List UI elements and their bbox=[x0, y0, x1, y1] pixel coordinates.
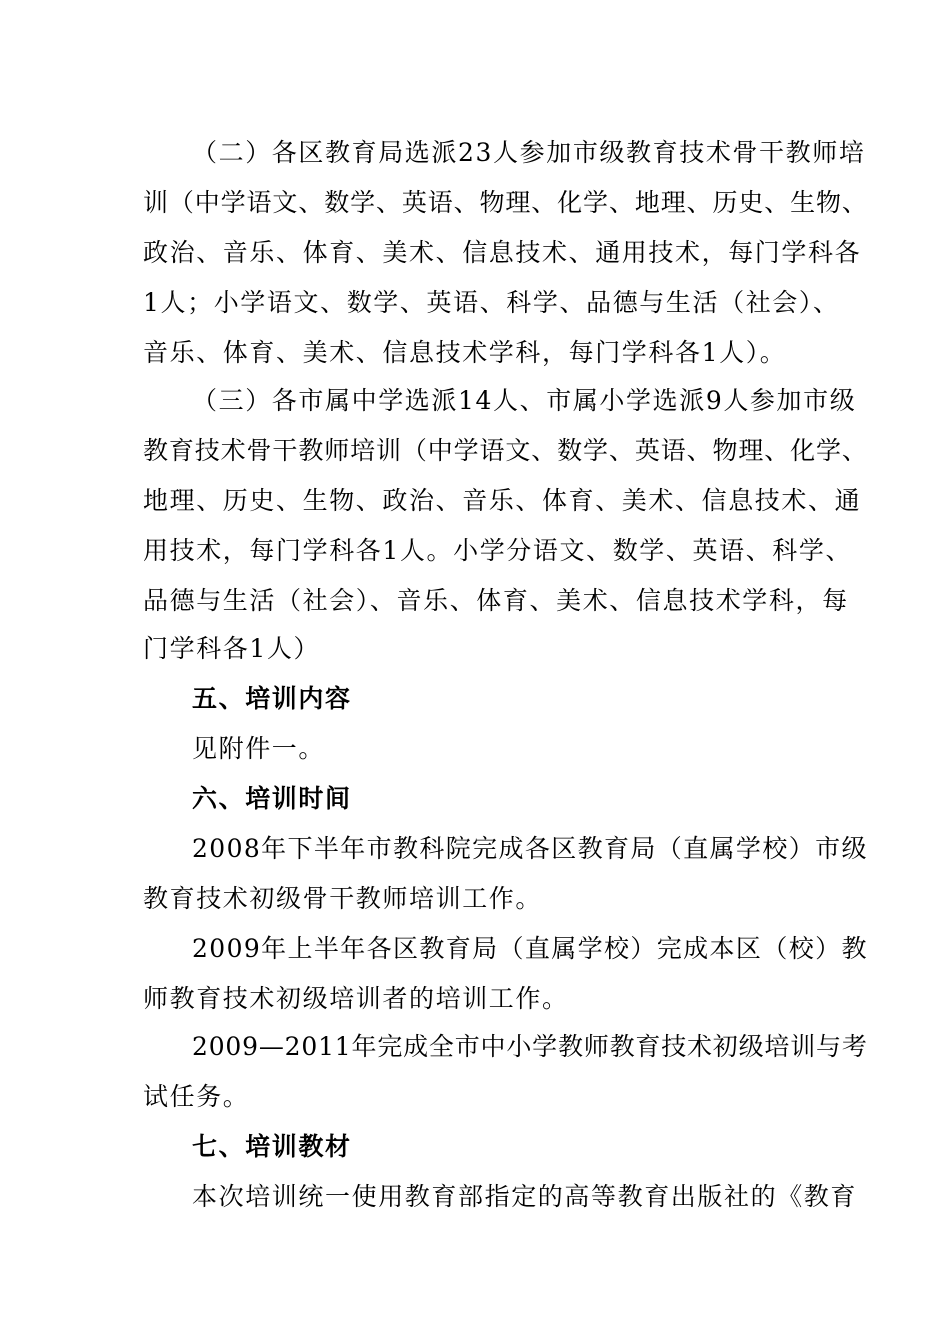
paragraph-line: 用技术，每门学科各1人。小学分语文、数学、英语、科学、 bbox=[143, 536, 853, 565]
paragraph-line: 师教育技术初级培训者的培训工作。 bbox=[143, 984, 569, 1013]
paragraph-line: 政治、音乐、体育、美术、信息技术、通用技术，每门学科各 bbox=[143, 238, 862, 267]
paragraph-line: 见附件一。 bbox=[192, 734, 326, 763]
section-heading: 七、培训教材 bbox=[192, 1132, 352, 1161]
paragraph-line: 音乐、体育、美术、信息技术学科，每门学科各1人）。 bbox=[143, 338, 787, 367]
section-heading: 六、培训时间 bbox=[192, 784, 352, 813]
paragraph-line: 2008年下半年市教科院完成各区教育局（直属学校）市级 bbox=[192, 834, 868, 863]
section-heading: 五、培训内容 bbox=[192, 684, 352, 713]
paragraph-line: 本次培训统一使用教育部指定的高等教育出版社的《教育 bbox=[192, 1182, 858, 1211]
paragraph-line: （二）各区教育局选派23人参加市级教育技术骨干教师培 bbox=[192, 138, 866, 167]
paragraph-line: 品德与生活（社会）、音乐、体育、美术、信息技术学科，每 bbox=[143, 586, 849, 615]
paragraph-line: 1人；小学语文、数学、英语、科学、品德与生活（社会）、 bbox=[143, 288, 840, 317]
paragraph-line: 试任务。 bbox=[143, 1082, 250, 1111]
paragraph-line: 教育技术骨干教师培训（中学语文、数学、英语、物理、化学、 bbox=[143, 436, 868, 465]
paragraph-line: 地理、历史、生物、政治、音乐、体育、美术、信息技术、通 bbox=[143, 486, 862, 515]
paragraph-line: （三）各市属中学选派14人、市属小学选派9人参加市级 bbox=[192, 386, 857, 415]
paragraph-line: 门学科各1人） bbox=[143, 634, 321, 663]
paragraph-line: 教育技术初级骨干教师培训工作。 bbox=[143, 884, 543, 913]
paragraph-line: 训（中学语文、数学、英语、物理、化学、地理、历史、生物、 bbox=[143, 188, 868, 217]
paragraph-line: 2009—2011年完成全市中小学教师教育技术初级培训与考 bbox=[192, 1032, 868, 1061]
paragraph-line: 2009年上半年各区教育局（直属学校）完成本区（校）教 bbox=[192, 934, 868, 963]
